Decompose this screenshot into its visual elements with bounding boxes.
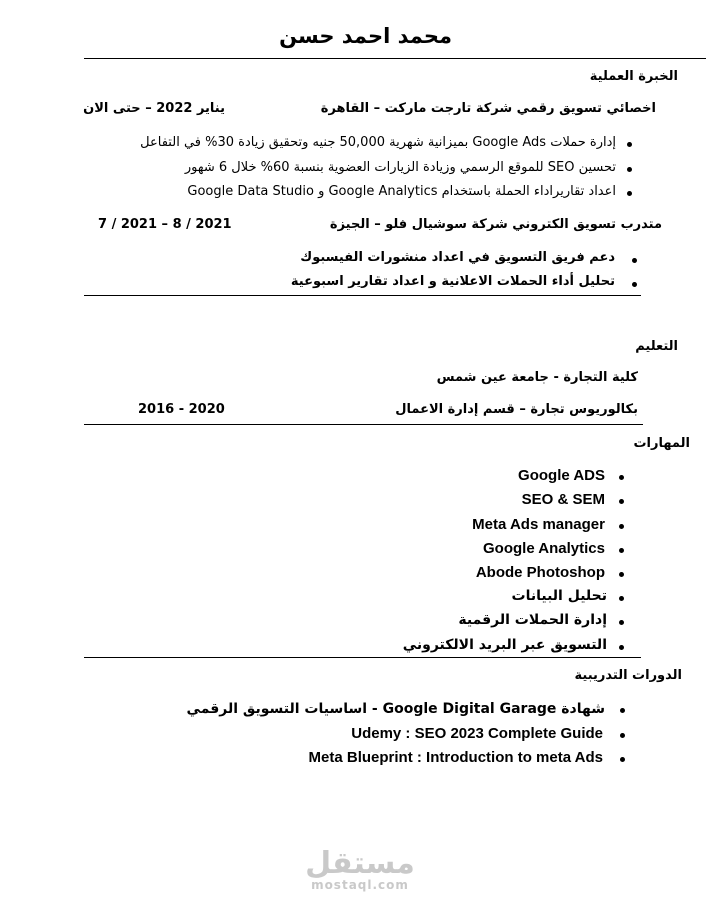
skill-item: Google Analytics xyxy=(483,540,605,557)
bullet xyxy=(619,596,624,601)
watermark-arabic: مستقل xyxy=(305,846,415,881)
job1-bullet-3: اعداد تقاريراداء الحملة باستخدام Google Analytics و Google Data Studio xyxy=(187,184,616,199)
watermark-logo xyxy=(300,848,420,892)
bullet xyxy=(632,282,637,287)
bullet xyxy=(619,645,624,650)
bullet xyxy=(619,524,624,529)
job1-bullet-2: تحسين SEO للموقع الرسمي وزيادة الزيارات العضوية بنسبة 60% خلال 6 شهور xyxy=(184,160,616,175)
education-degree: بكالوريوس تجارة – قسم إدارة الاعمال xyxy=(395,402,638,417)
job2-dates: 7 / 2021 – 8 / 2021 xyxy=(98,217,232,232)
bullet xyxy=(619,572,624,577)
bullet xyxy=(619,499,624,504)
course-item: شهادة Google Digital Garage - اساسيات التسويق الرقمي xyxy=(186,701,605,717)
experience-heading: الخبرة العملية xyxy=(589,69,678,84)
bullet xyxy=(627,191,632,196)
education-heading: التعليم xyxy=(635,339,678,354)
bullet xyxy=(620,757,625,762)
skill-item: Meta Ads manager xyxy=(472,516,605,533)
bullet xyxy=(620,733,625,738)
skill-item: إدارة الحملات الرقمية xyxy=(458,612,607,628)
job1-title: اخصائي تسويق رقمي شركة تارجت ماركت – القاهرة xyxy=(320,101,656,116)
bullet xyxy=(632,258,637,263)
course-item: Udemy : SEO 2023 Complete Guide xyxy=(351,725,603,742)
watermark-latin: mostaql.com xyxy=(311,878,409,892)
divider xyxy=(84,424,643,425)
job1-bullet-1: إدارة حملات Google Ads بميزانية شهرية 50,000 جنيه وتحقيق زيادة 30% في التفاعل xyxy=(140,135,616,150)
divider xyxy=(84,58,706,59)
bullet xyxy=(627,167,632,172)
education-school: كلية التجارة - جامعة عين شمس xyxy=(436,370,638,385)
skill-item: Google ADS xyxy=(518,467,605,484)
skills-heading: المهارات xyxy=(633,436,690,451)
bullet xyxy=(620,708,625,713)
skill-item: التسويق عبر البريد الالكتروني xyxy=(402,637,607,653)
skill-item: Abode Photoshop xyxy=(475,564,605,581)
page-title: محمد احمد حسن xyxy=(279,24,452,48)
divider xyxy=(84,657,641,658)
job1-dates: يناير 2022 – حتى الان xyxy=(83,101,225,116)
courses-heading: الدورات التدريبية xyxy=(574,668,682,683)
bullet xyxy=(619,620,624,625)
skill-item: SEO & SEM xyxy=(521,491,605,508)
bullet xyxy=(619,548,624,553)
divider xyxy=(84,295,641,296)
job2-title: متدرب تسويق الكتروني شركة سوشيال فلو – الجيزة xyxy=(329,217,662,232)
bullet xyxy=(627,142,632,147)
course-item: Meta Blueprint : Introduction to meta Ads xyxy=(308,749,603,766)
education-years: 2016 - 2020 xyxy=(138,402,225,417)
bullet xyxy=(619,475,624,480)
skill-item: تحليل البيانات xyxy=(511,588,607,604)
job2-bullet-2: تحليل أداء الحملات الاعلانية و اعداد تقارير اسبوعية xyxy=(290,274,615,289)
job2-bullet-1: دعم فريق التسويق في اعداد منشورات الفيسبوك xyxy=(300,250,615,265)
